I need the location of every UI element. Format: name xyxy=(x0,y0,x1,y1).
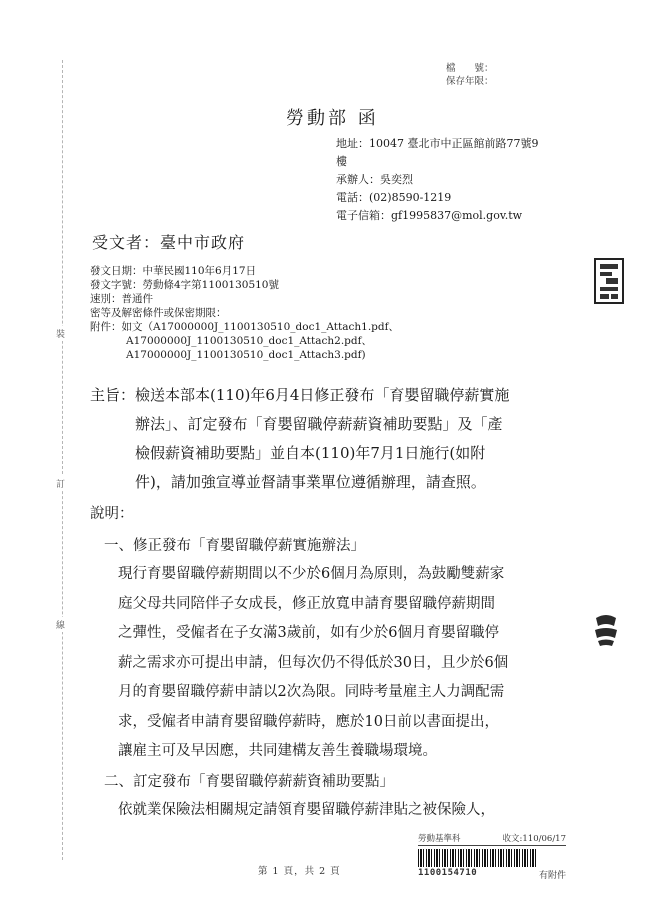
sender-address: 地址：10047 臺北市中正區館前路77號9 xyxy=(336,137,539,150)
section-2-body xyxy=(118,796,495,826)
section-1-line: 求，受僱者申請育嬰留職停薪時，應於10日前以書面提出， xyxy=(118,713,499,730)
recipient-line: 受文者：臺中市政府 xyxy=(92,233,246,252)
binding-margin-line xyxy=(62,60,63,860)
section-1-line: 之彈性，受僱者在子女滿3歲前，如有少於6個月育嬰留職停 xyxy=(118,625,499,641)
subject-line-2: 辦法」、訂定發布「育嬰留職停薪薪資補助要點」及「產 xyxy=(135,415,503,433)
subject-line-4: 件)，請加強宣導並督請事業單位遵循辦理，請查照。 xyxy=(135,473,486,491)
sender-phone: 電話：(02)8590-1219 xyxy=(336,191,452,204)
attachment-line-2: A17000000J_1100130510_doc1_Attach2.pdf、 xyxy=(126,335,372,347)
section-1-line: 讓雇主可及早因應，共同建構友善生養職場環境。 xyxy=(118,743,437,759)
margin-mark-staple: 訂 xyxy=(56,476,65,491)
secrecy-level: 密等及解密條件或保密期限： xyxy=(90,307,227,319)
explanation-label: 說明： xyxy=(90,506,134,522)
attachment-flag: 有附件 xyxy=(538,871,566,881)
sender-email: 電子信箱：gf1995837@mol.gov.tw xyxy=(336,209,523,222)
retention-period-label: 保存年限： xyxy=(446,76,494,87)
delivery-speed: 速別：普通件 xyxy=(90,293,153,305)
receipt-date: 收文:110/06/17 xyxy=(502,834,566,844)
attachment-line-3: A17000000J_1100130510_doc1_Attach3.pdf) xyxy=(126,349,366,361)
section-1-line: 庭父母共同陪伴子女成長，修正放寬申請育嬰留職停薪期間 xyxy=(118,595,495,612)
seal-stamp-fragment-small xyxy=(592,612,620,648)
section-2-line: 依就業保險法相關規定請領育嬰留職停薪津貼之被保險人， xyxy=(118,802,495,818)
page-title: 勞動部 函 xyxy=(286,108,379,129)
sender-handler: 承辦人：吳奕烈 xyxy=(336,173,413,186)
subject-line-1: 主旨：檢送本部本(110)年6月4日修正發布「育嬰留職停薪實施 xyxy=(90,386,510,404)
barcode xyxy=(418,849,536,867)
page-number: 第 1 頁，共 2 頁 xyxy=(258,866,341,877)
section-1-line: 現行育嬰留職停薪期間以不少於6個月為原則，為鼓勵雙薪家 xyxy=(118,566,505,582)
document-meta-block xyxy=(90,264,399,362)
receipt-number: 1100154710 xyxy=(418,868,478,878)
document-number: 發文字號：勞動條4字第1100130510號 xyxy=(90,279,279,291)
section-1-body xyxy=(118,560,508,767)
subject-block xyxy=(90,381,509,497)
file-number-label: 檔 號： xyxy=(446,63,494,74)
issue-date: 發文日期：中華民國110年6月17日 xyxy=(90,265,257,277)
sender-info-block xyxy=(336,135,538,225)
sender-address-cont: 樓 xyxy=(336,155,347,168)
margin-mark-line: 線 xyxy=(56,617,65,632)
receipt-stamp xyxy=(418,832,566,881)
receipt-unit: 勞動基準科 xyxy=(418,834,461,844)
section-1-heading: 一、修正發布「育嬰留職停薪實施辦法」 xyxy=(104,538,365,554)
section-1-line: 薪之需求亦可提出申請，但每次仍不得低於30日，且少於6個 xyxy=(118,654,509,671)
seal-stamp-fragment xyxy=(592,256,626,306)
section-1-line: 月的育嬰留職停薪申請以2次為限。同時考量雇主人力調配需 xyxy=(118,684,505,700)
margin-mark-bind: 裝 xyxy=(56,326,65,341)
attachment-line-1: 附件：如文（A17000000J_1100130510_doc1_Attach1.pdf、 xyxy=(90,321,399,333)
section-2-heading: 二、訂定發布「育嬰留職停薪薪資補助要點」 xyxy=(104,774,394,790)
subject-line-3: 檢假薪資補助要點」並自本(110)年7月1日施行(如附 xyxy=(135,444,486,462)
